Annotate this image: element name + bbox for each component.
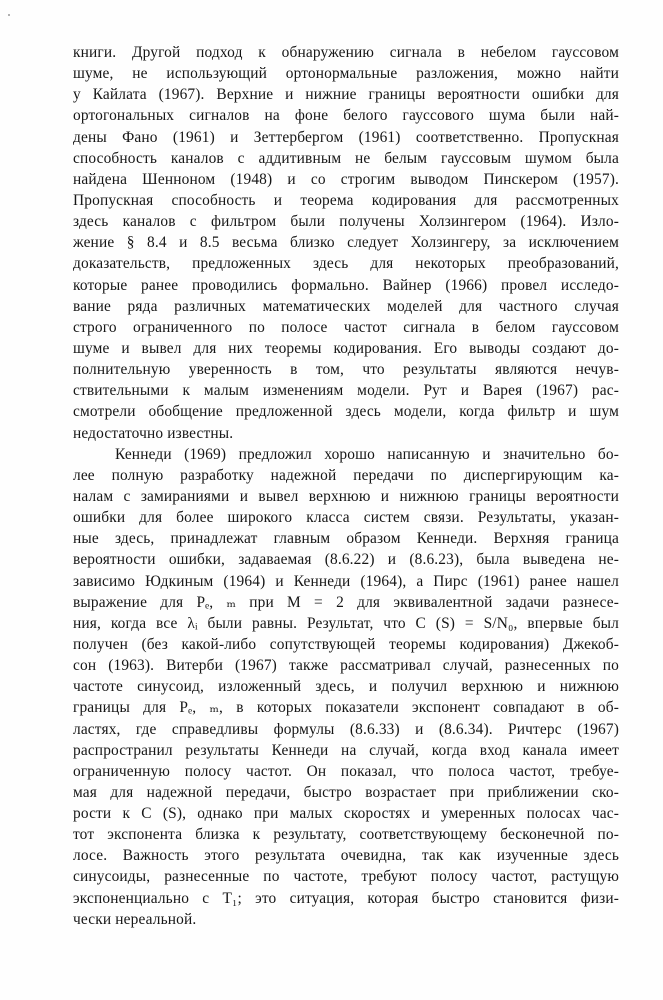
- text-line: найдена Шенноном (1948) и со строгим выводом Пинскером (1957).: [73, 170, 619, 188]
- text-line: дены Фано (1961) и Зеттербергом (1961) соответственно. Пропускная: [73, 128, 619, 146]
- text-line: доказательств, предложенных здесь для некоторых преобразований,: [73, 255, 619, 273]
- text-line: шуме и вывел для них теоремы кодирования. Его выводы создают до-: [73, 339, 619, 357]
- text-line: ствительными к малым изменениям модели. Рут и Варея (1967) рас-: [73, 382, 619, 400]
- text-line: ошибки для более широкого класса систем связи. Результаты, указан-: [73, 509, 619, 527]
- text-line: зависимо Юдкиным (1964) и Кеннеди (1964), а Пирс (1961) ранее нашел: [73, 572, 619, 590]
- scan-speck: [8, 14, 10, 16]
- text-line: распространил результаты Кеннеди на случай, когда вход канала имеет: [73, 741, 619, 759]
- text-line: чески нереальной.: [73, 910, 197, 928]
- text-line: Кеннеди (1969) предложил хорошо написанную и значительно бо-: [115, 445, 619, 463]
- text-line: книги. Другой подход к обнаружению сигнала в небелом гауссовом: [73, 44, 619, 61]
- text-line: ные здесь, принадлежат главным образом Кеннеди. Верхняя граница: [73, 530, 619, 548]
- text-line: жение § 8.4 и 8.5 весьма близко следует Холзингеру, за исключением: [73, 234, 619, 252]
- text-line: тот экспонента близка к результату, соответствующему бесконечной по-: [73, 826, 619, 844]
- text-line: границы для Pₑ, ₘ, в которых показатели экспонент совпадают в об-: [73, 699, 619, 717]
- text-line: ния, когда все λᵢ были равны. Результат, что C (S) = S/N₀, впервые был: [73, 614, 619, 632]
- text-line: ластях, где справедливы формулы (8.6.33) и (8.6.34). Ричтерс (1967): [73, 720, 619, 738]
- text-line: лее полную разработку надежной передачи по диспергирующим ка-: [73, 466, 619, 484]
- text-line: Пропускная способность и теорема кодирования для рассмотренных: [73, 191, 619, 209]
- text-line: полнительную уверенность в том, что результаты являются нечув-: [73, 361, 619, 379]
- paragraph: [73, 42, 619, 444]
- text-line: экспоненциально с T₁; это ситуация, которая быстро становится физи-: [73, 889, 619, 907]
- text-line: смотрели обобщение предложенной здесь модели, когда фильтр и шум: [73, 403, 619, 421]
- text-line: вание ряда различных математических моделей для частного случая: [73, 297, 619, 315]
- body-text: [73, 42, 619, 930]
- text-line: лосе. Важность этого результата очевидна, так как изученные здесь: [73, 847, 619, 865]
- paragraph: [73, 444, 619, 930]
- text-line: мая для надежной передачи, быстро возрастает при приближении ско-: [73, 783, 619, 801]
- text-line: способность каналов с аддитивным не белым гауссовым шумом была: [73, 149, 619, 167]
- text-line: получен (без какой-либо сопутствующей теоремы кодирования) Джекоб-: [73, 635, 619, 653]
- text-line: шуме, не использующий ортонормальные разложения, можно найти: [73, 65, 619, 83]
- text-line: недостаточно известны.: [73, 424, 234, 442]
- text-line: вероятности ошибки, задаваемая (8.6.22) и (8.6.23), была выведена не-: [73, 551, 619, 569]
- text-line: выражение для Pₑ, ₘ при M = 2 для эквивалентной задачи разнесе-: [73, 593, 619, 611]
- text-line: сон (1963). Витерби (1967) также рассматривал случай, разнесенных по: [73, 657, 619, 675]
- text-line: здесь каналов с фильтром были получены Холзингером (1964). Изло-: [73, 213, 619, 231]
- text-line: строго ограниченного по полосе частот сигнала в белом гауссовом: [73, 318, 619, 336]
- text-line: ортогональных сигналов на фоне белого гауссового шума были най-: [73, 107, 619, 125]
- text-line: рости к C (S), однако при малых скоростях и умеренных полосах час-: [73, 805, 619, 823]
- text-line: у Кайлата (1967). Верхние и нижние границы вероятности ошибки для: [73, 86, 619, 104]
- text-line: частоте синусоид, изложенный здесь, и получил верхнюю и нижнюю: [73, 678, 619, 696]
- text-line: ограниченную полосу частот. Он показал, что полоса частот, требуе-: [73, 762, 619, 780]
- text-line: налам с замираниями и вывел верхнюю и нижнюю границы вероятности: [73, 487, 619, 505]
- text-line: синусоиды, разнесенные по частоте, требуют полосу частот, растущую: [73, 868, 619, 886]
- text-line: которые ранее проводились формально. Вайнер (1966) провел исследо-: [73, 276, 619, 294]
